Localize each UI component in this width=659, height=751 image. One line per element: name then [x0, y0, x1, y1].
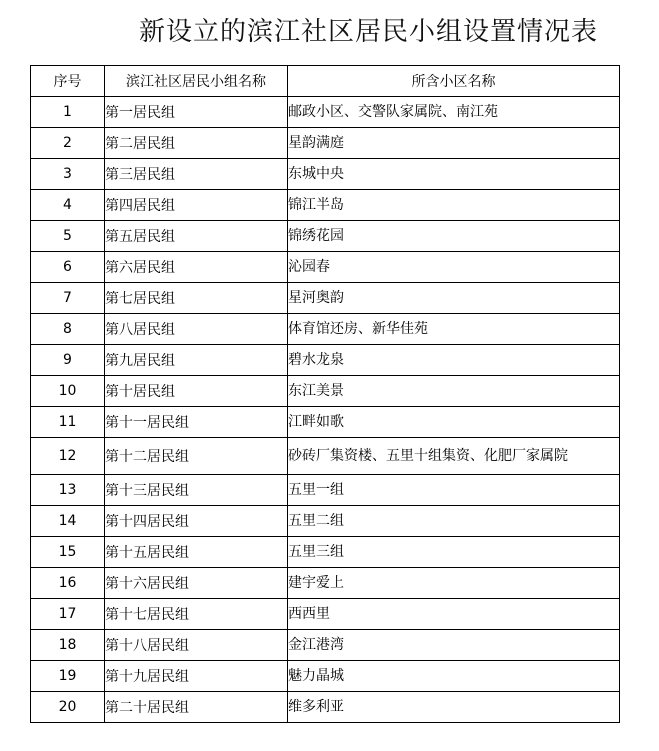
row-index: 16 [31, 568, 105, 599]
row-group-name: 第十九居民组 [105, 661, 288, 692]
table-row [31, 692, 620, 723]
row-index: 20 [31, 692, 105, 723]
row-index: 15 [31, 537, 105, 568]
row-communities: 西西里 [288, 599, 620, 630]
row-group-name: 第八居民组 [105, 314, 288, 345]
row-group-name: 第十五居民组 [105, 537, 288, 568]
row-communities: 江畔如歌 [288, 407, 620, 438]
row-group-name: 第十一居民组 [105, 407, 288, 438]
table-row [31, 283, 620, 314]
resident-group-table [30, 65, 620, 723]
row-group-name: 第十二居民组 [105, 438, 288, 475]
row-index: 17 [31, 599, 105, 630]
row-group-name: 第二十居民组 [105, 692, 288, 723]
row-group-name: 第十七居民组 [105, 599, 288, 630]
row-group-name: 第六居民组 [105, 252, 288, 283]
row-index: 6 [31, 252, 105, 283]
row-index: 10 [31, 376, 105, 407]
table-row [31, 159, 620, 190]
table-header-row [31, 66, 620, 97]
table-row [31, 221, 620, 252]
row-communities: 锦绣花园 [288, 221, 620, 252]
row-group-name: 第十六居民组 [105, 568, 288, 599]
row-communities: 碧水龙泉 [288, 345, 620, 376]
row-group-name: 第十三居民组 [105, 475, 288, 506]
table-row [31, 252, 620, 283]
row-group-name: 第一居民组 [105, 97, 288, 128]
table-row [31, 599, 620, 630]
row-communities: 东城中央 [288, 159, 620, 190]
row-index: 14 [31, 506, 105, 537]
row-communities: 东江美景 [288, 376, 620, 407]
row-communities: 五里三组 [288, 537, 620, 568]
row-group-name: 第十四居民组 [105, 506, 288, 537]
table-row [31, 190, 620, 221]
header-communities: 所含小区名称 [288, 66, 620, 97]
row-communities: 五里一组 [288, 475, 620, 506]
row-index: 2 [31, 128, 105, 159]
table-row [31, 537, 620, 568]
row-index: 8 [31, 314, 105, 345]
table-row [31, 97, 620, 128]
row-index: 19 [31, 661, 105, 692]
row-index: 13 [31, 475, 105, 506]
row-group-name: 第七居民组 [105, 283, 288, 314]
table-row [31, 506, 620, 537]
table-row [31, 345, 620, 376]
row-group-name: 第十居民组 [105, 376, 288, 407]
table-row [31, 314, 620, 345]
row-communities: 星韵满庭 [288, 128, 620, 159]
row-group-name: 第三居民组 [105, 159, 288, 190]
row-index: 18 [31, 630, 105, 661]
row-group-name: 第四居民组 [105, 190, 288, 221]
row-group-name: 第五居民组 [105, 221, 288, 252]
row-communities: 维多利亚 [288, 692, 620, 723]
table-row [31, 407, 620, 438]
row-communities: 五里二组 [288, 506, 620, 537]
row-communities: 体育馆还房、新华佳苑 [288, 314, 620, 345]
table-row [31, 128, 620, 159]
row-communities: 星河奥韵 [288, 283, 620, 314]
row-index: 11 [31, 407, 105, 438]
header-group-name: 滨江社区居民小组名称 [105, 66, 288, 97]
row-group-name: 第十八居民组 [105, 630, 288, 661]
row-index: 1 [31, 97, 105, 128]
row-group-name: 第二居民组 [105, 128, 288, 159]
row-index: 3 [31, 159, 105, 190]
row-communities: 魅力晶城 [288, 661, 620, 692]
row-communities: 锦江半岛 [288, 190, 620, 221]
row-group-name: 第九居民组 [105, 345, 288, 376]
row-index: 7 [31, 283, 105, 314]
row-index: 4 [31, 190, 105, 221]
row-communities: 砂砖厂集资楼、五里十组集资、化肥厂家属院 [288, 438, 620, 475]
row-index: 5 [31, 221, 105, 252]
row-communities: 邮政小区、交警队家属院、南江苑 [288, 97, 620, 128]
table-row [31, 568, 620, 599]
table-row [31, 376, 620, 407]
row-communities: 建宇爱上 [288, 568, 620, 599]
table-row [31, 661, 620, 692]
document-title: 新设立的滨江社区居民小组设置情况表 [139, 17, 599, 47]
header-index: 序号 [31, 66, 105, 97]
table-row [31, 438, 620, 475]
row-communities: 沁园春 [288, 252, 620, 283]
row-communities: 金江港湾 [288, 630, 620, 661]
table-row [31, 475, 620, 506]
row-index: 12 [31, 438, 105, 475]
row-index: 9 [31, 345, 105, 376]
table-row [31, 630, 620, 661]
